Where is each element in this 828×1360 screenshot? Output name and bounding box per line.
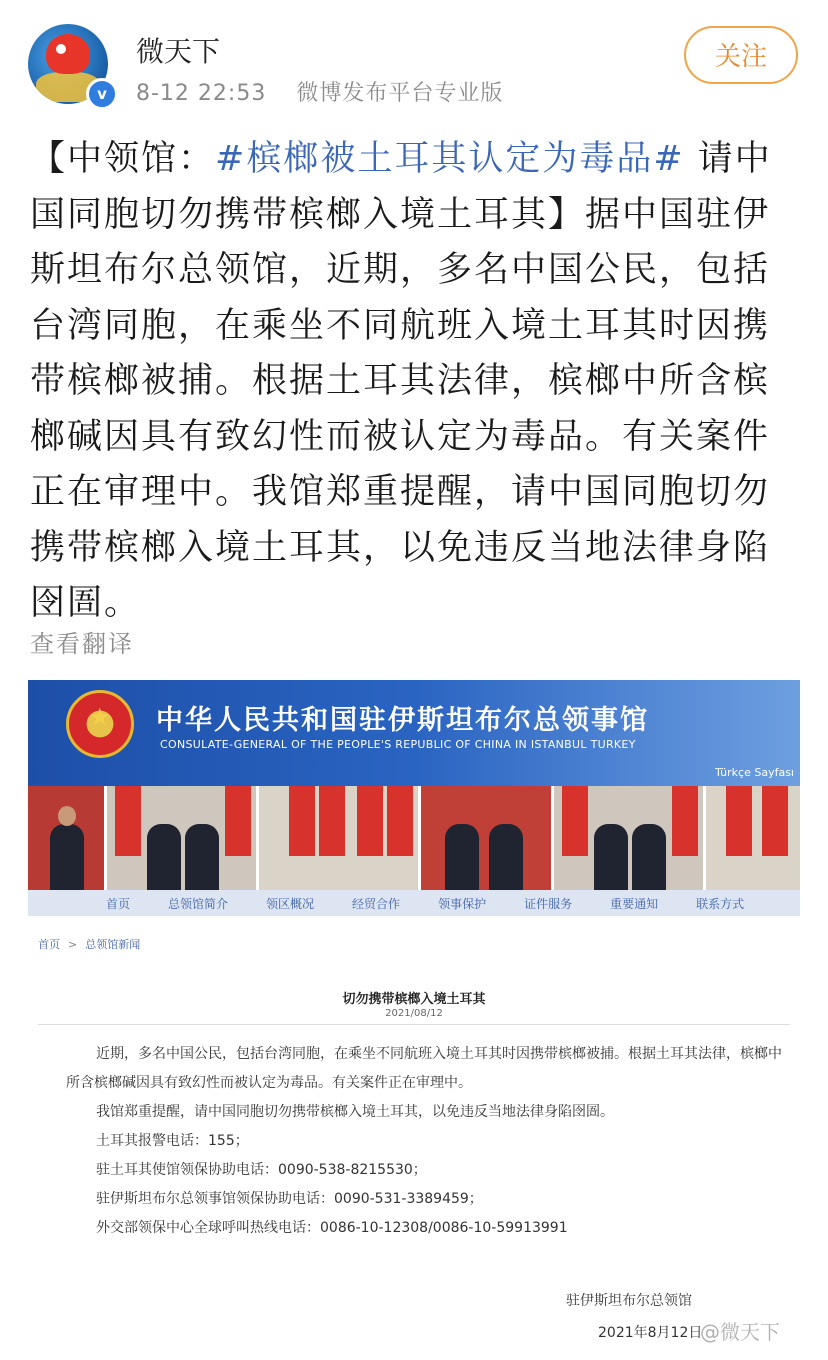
nav-item: 证件服务 — [524, 896, 573, 911]
photo — [259, 786, 418, 890]
site-nav — [28, 890, 800, 916]
follow-button[interactable]: 关注 — [684, 26, 798, 84]
banner-title-en: CONSULATE-GENERAL OF THE PEOPLE'S REPUBLIC OF CHINA IN ISTANBUL TURKEY — [160, 738, 636, 751]
photo-person — [185, 824, 219, 890]
photo-flag — [319, 786, 345, 856]
banner-title-cn: 中华人民共和国驻伊斯坦布尔总领事馆 — [156, 705, 649, 736]
avatar-bird — [46, 34, 90, 74]
photo-flag — [387, 786, 413, 856]
post-time: 8-12 22:53 — [136, 81, 267, 106]
photo — [706, 786, 800, 890]
photo-person — [445, 824, 479, 890]
hashtag-link[interactable]: #槟榔被土耳其认定为毒品# — [215, 139, 685, 179]
article-paragraph: 我馆郑重提醒，请中国同胞切勿携带槟榔入境土耳其，以免违反当地法律身陷囹圄。 — [96, 1104, 614, 1120]
post-image[interactable] — [28, 680, 800, 1360]
post-meta — [136, 76, 503, 107]
article-paragraph: 驻伊斯坦布尔总领事馆领保协助电话：0090-531-3389459； — [96, 1191, 483, 1207]
photo — [554, 786, 703, 890]
article-signature: 驻伊斯坦布尔总领馆 — [566, 1293, 692, 1309]
post-source: 微博发布平台专业版 — [296, 81, 504, 106]
post-body: 请中国同胞切勿携带槟榔入境土耳其】据中国驻伊斯坦布尔总领馆，近期，多名中国公民，包括台湾同胞，在乘坐不同航班入境土耳其时因携带槟榔被捕。根据土耳其法律，槟榔中所含槟榔碱因具有致幻性而被认定为毒品。有关案件正在审理中。我馆郑重提醒，请中国同胞切勿携带槟榔入境土耳其，以免违反当地法律身陷囹圄。 — [30, 139, 772, 623]
watermark: @微天下 — [700, 1320, 780, 1344]
photo-person-head — [58, 806, 76, 826]
nav-item: 领事保护 — [438, 896, 487, 911]
nav-item: 领区概况 — [266, 896, 315, 911]
nav-item: 经贸合作 — [352, 896, 401, 911]
photo-person — [147, 824, 181, 890]
consulate-banner — [28, 680, 800, 786]
username[interactable]: 微天下 — [136, 35, 221, 68]
turkish-page-link: Türkçe Sayfası — [714, 766, 794, 779]
nav-item: 重要通知 — [610, 896, 659, 911]
article-title: 切勿携带槟榔入境土耳其 — [342, 992, 486, 1007]
article-paragraph: 驻土耳其使馆领保协助电话：0090-538-8215530； — [96, 1162, 427, 1178]
divider — [38, 1024, 790, 1025]
article-paragraph: 外交部领保中心全球呼叫热线电话：0086-10-12308/0086-10-59913991 — [96, 1220, 568, 1236]
nav-item: 联系方式 — [696, 896, 745, 911]
photo-flag — [225, 786, 251, 856]
article-date: 2021/08/12 — [385, 1008, 443, 1019]
photo-person — [50, 824, 84, 890]
photo-person — [632, 824, 666, 890]
nav-item: 总领馆简介 — [168, 896, 229, 911]
photo-flag — [357, 786, 383, 856]
article-body — [66, 1040, 786, 1243]
photo-person — [489, 824, 523, 890]
article-signature-date: 2021年8月12日 — [598, 1325, 703, 1341]
breadcrumb-item: 首页 — [38, 938, 60, 951]
post-text — [30, 132, 800, 632]
photo-flag — [289, 786, 315, 856]
article-paragraph: 土耳其报警电话：155； — [96, 1133, 249, 1149]
photo-flag — [672, 786, 698, 856]
photo-flag — [562, 786, 588, 856]
breadcrumb-separator: > — [68, 938, 78, 951]
photo-person — [594, 824, 628, 890]
photo — [421, 786, 550, 890]
breadcrumb — [38, 936, 140, 952]
photo-flag — [762, 786, 788, 856]
photo — [28, 786, 104, 890]
nav-item: 首页 — [106, 896, 131, 911]
verified-badge-icon: v — [86, 78, 118, 110]
national-emblem-icon — [66, 690, 134, 758]
photo-flag — [726, 786, 752, 856]
translate-link[interactable]: 查看翻译 — [30, 630, 134, 658]
post-prefix: 【中领馆： — [30, 139, 216, 179]
photo-strip — [28, 786, 800, 890]
breadcrumb-item: 总领馆新闻 — [85, 938, 141, 951]
photo-flag — [115, 786, 141, 856]
photo — [107, 786, 256, 890]
article-paragraph: 近期，多名中国公民，包括台湾同胞，在乘坐不同航班入境土耳其时因携带槟榔被捕。根据土耳其法律，槟榔中所含槟榔碱因具有致幻性而被认定为毒品。有关案件正在审理中。 — [66, 1046, 782, 1091]
